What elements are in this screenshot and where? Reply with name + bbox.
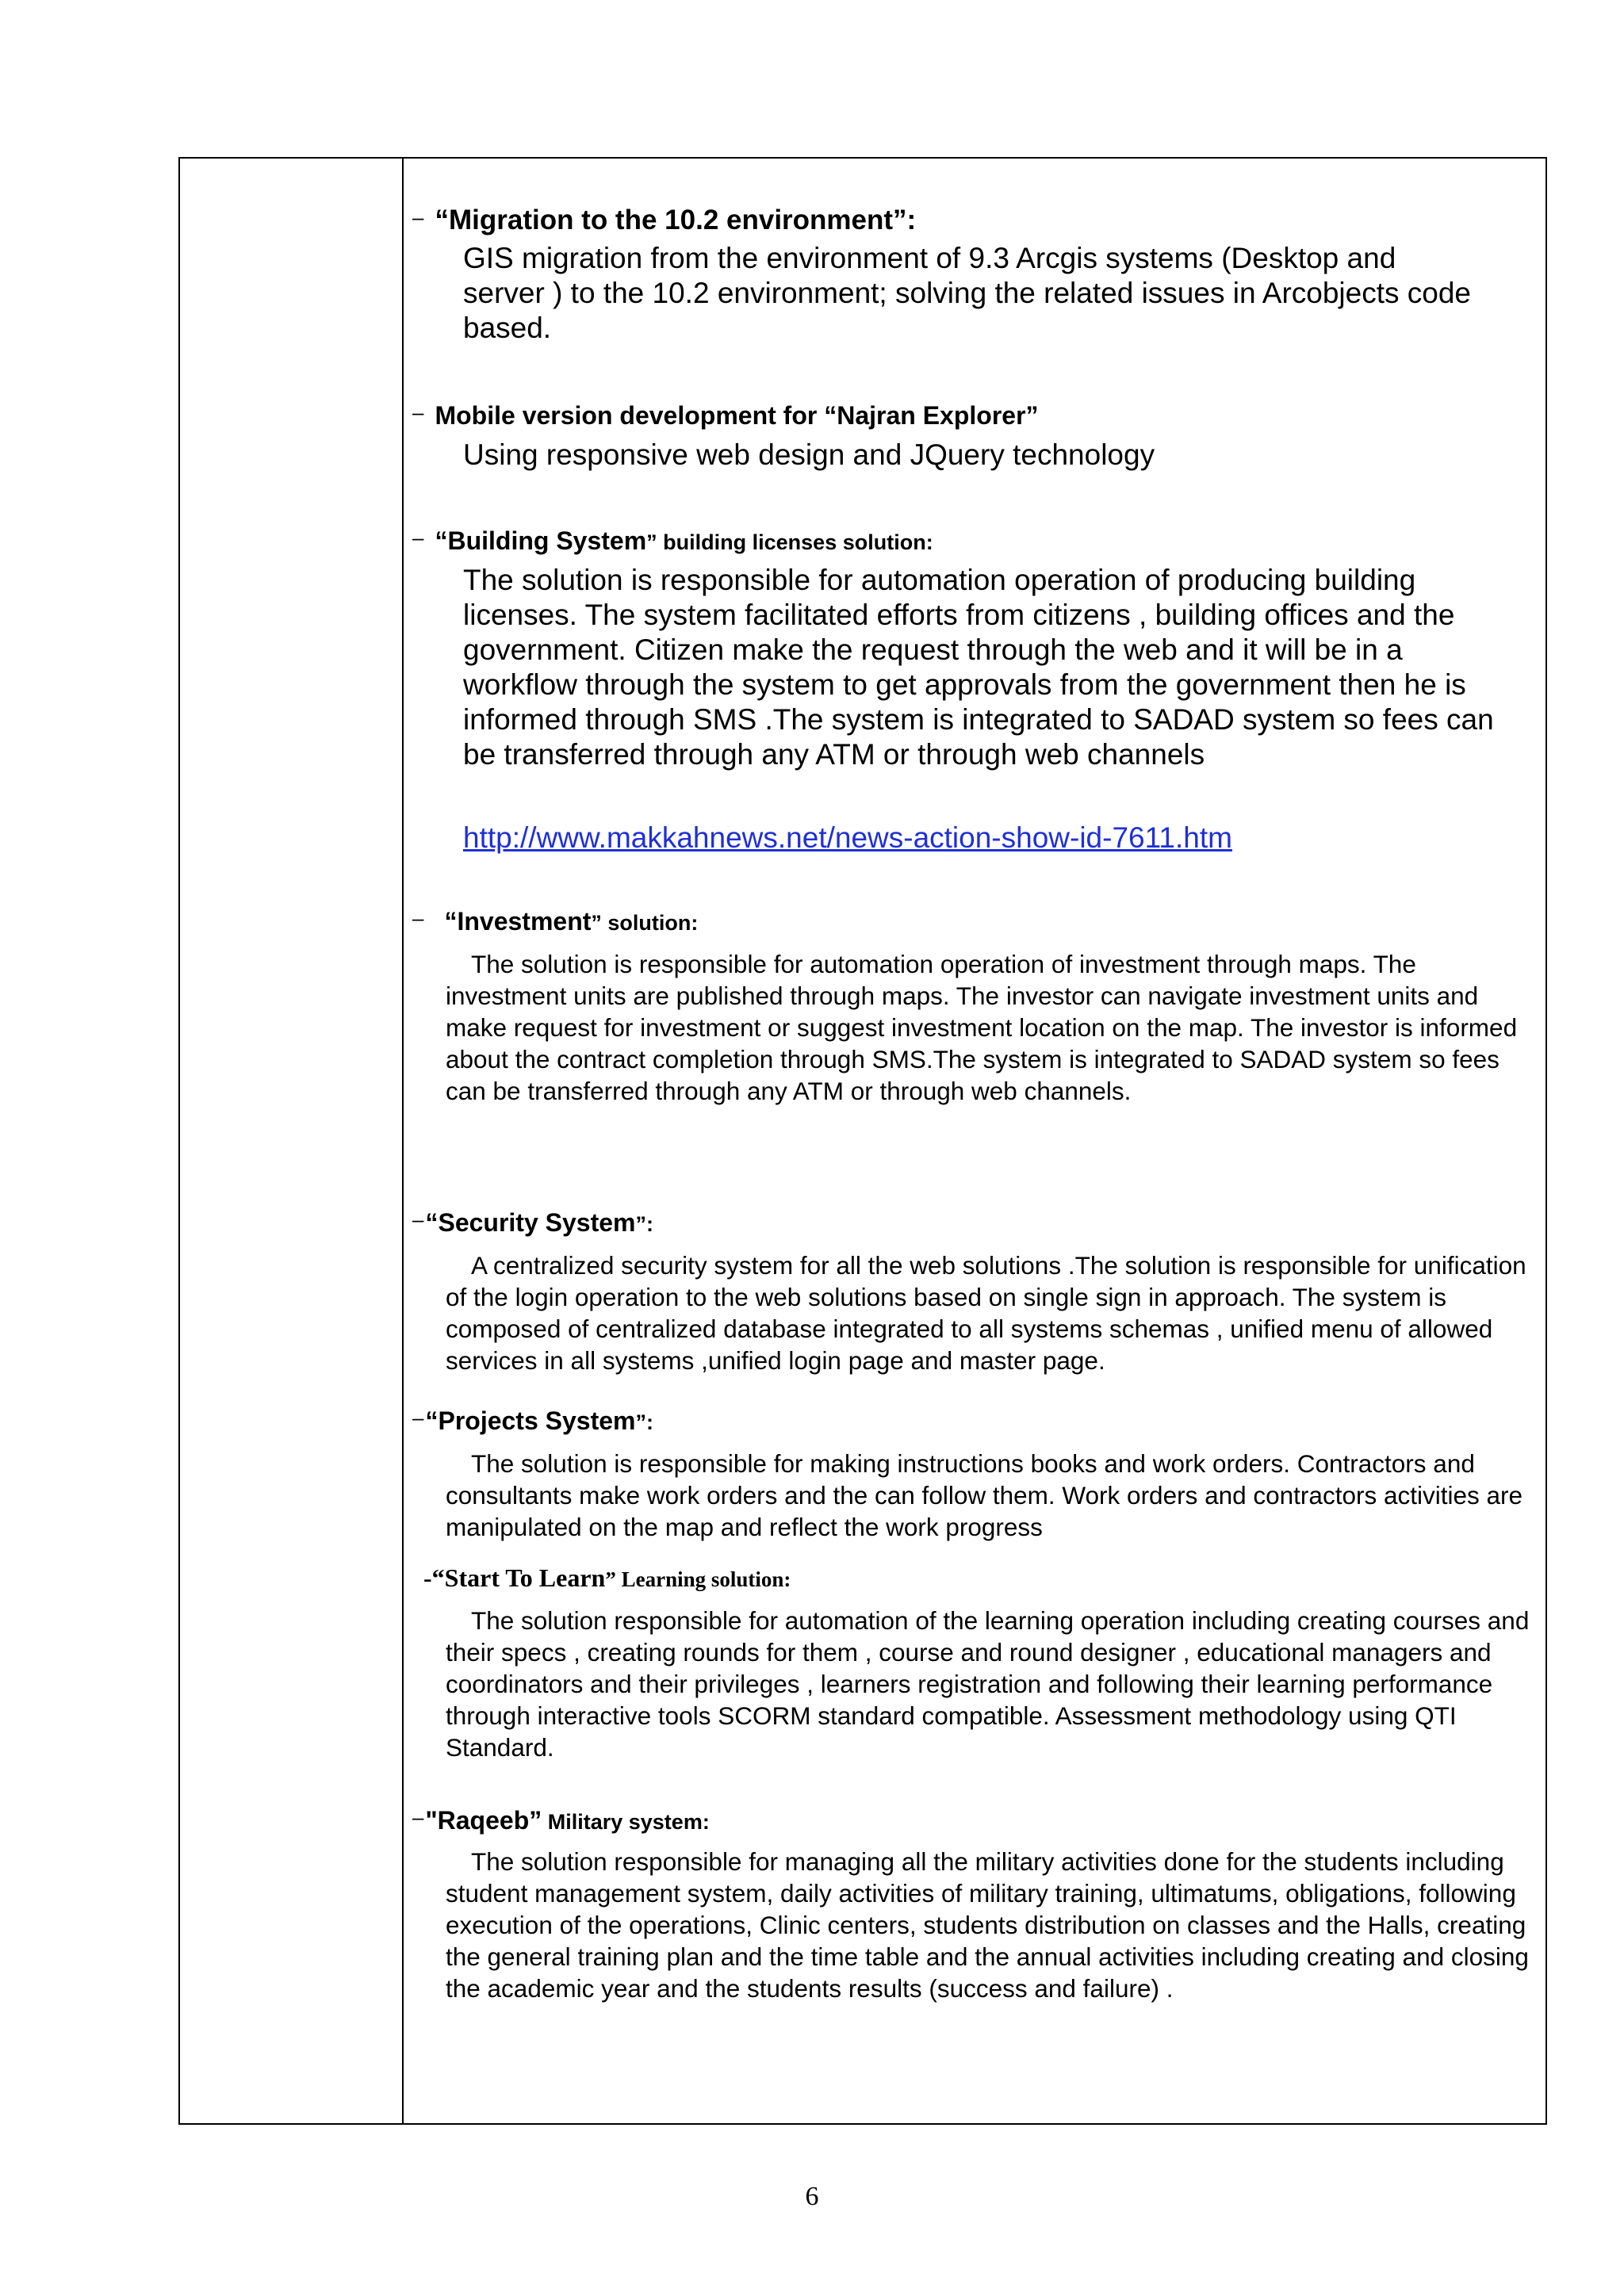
heading-security — [412, 1208, 653, 1238]
heading-building-subtitle: ” building licenses solution: — [646, 530, 933, 554]
projects-body: The solution is responsible for making instructions books and work orders. Contractors and consultants make work orders and the can follow them. Work orders and contractors activities are manipulated on the map and reflect the work progress — [446, 1449, 1523, 1541]
heading-raqeeb-title: "Raqeeb” — [425, 1806, 542, 1835]
heading-raqeeb — [412, 1806, 710, 1835]
heading-investment-title: “Investment — [444, 907, 592, 936]
bullet-dash: – — [412, 205, 424, 229]
bullet-dash: – — [412, 1406, 424, 1429]
raqeeb-body: The solution responsible for managing all the military activities done for the students including student management system, daily activities of military training, ultimatums, obligations, following execution of the operations, Clinic centers, students distribution on classes and the Halls, creating the general training plan and the time table and the annual activities including creating and closing the academic year and the students results (success and failure) . — [446, 1847, 1529, 2003]
bullet-dash: – — [412, 1805, 424, 1829]
heading-migration — [412, 205, 916, 236]
heading-projects — [412, 1406, 653, 1436]
makkahnews-link[interactable]: http://www.makkahnews.net/news-action-show-id-7611.htm — [463, 821, 1232, 854]
page-number: 6 — [805, 2182, 819, 2211]
najran-body: Using responsive web design and JQuery technology — [463, 438, 1155, 471]
investment-body: The solution is responsible for automation operation of investment through maps. The investment units are published through maps. The investor can navigate investment units and make request for investment or suggest investment location on the map. The investor is informed about the contract completion through SMS.The system is integrated to SADAD system so fees can be transferred through any ATM or through web channels. — [446, 950, 1518, 1105]
heading-start-to-learn — [423, 1563, 791, 1593]
heading-najran-title: Mobile version development for “Najran Explorer” — [435, 401, 1039, 430]
heading-security-subtitle: ”: — [635, 1212, 653, 1236]
heading-projects-subtitle: ”: — [635, 1410, 653, 1434]
heading-investment — [412, 907, 698, 936]
column-divider — [402, 157, 404, 2125]
heading-najran — [412, 401, 1039, 430]
heading-investment-subtitle: ” solution: — [591, 911, 699, 935]
migration-body: GIS migration from the environment of 9.3 Arcgis systems (Desktop and server ) to the 10.2 environment; solving the related issues in Arcobjects code based. — [463, 242, 1472, 344]
start-to-learn-body: The solution responsible for automation of the learning operation including creating courses and their specs , creating rounds for them , course and round designer , educational managers and coordinators and their privileges , learners registration and following their learning performance through interactive tools SCORM standard compatible. Assessment methodology using QTI Standard. — [446, 1606, 1530, 1762]
heading-migration-title: “Migration to the 10.2 environment”: — [435, 205, 917, 235]
heading-security-title: “Security System — [425, 1208, 636, 1237]
heading-raqeeb-subtitle: Military system: — [542, 1810, 710, 1834]
bullet-dash: – — [412, 1207, 424, 1231]
bullet-dash: – — [412, 906, 424, 930]
heading-building-title: “Building System — [435, 526, 647, 555]
security-body: A centralized security system for all the web solutions .The solution is responsible for unification of the login operation to the web solutions based on single sign in approach. The system is composed of centralized database integrated to all systems schemas , unified menu of allowed services in all systems ,unified login page and master page. — [446, 1251, 1526, 1375]
heading-start-to-learn-subtitle: ” Learning solution: — [605, 1567, 791, 1591]
bullet-dash: – — [412, 526, 424, 549]
heading-building — [412, 526, 933, 556]
bullet-dash: - — [423, 1563, 432, 1592]
heading-start-to-learn-title: “Start To Learn — [431, 1563, 606, 1592]
building-body: The solution is responsible for automation operation of producing building licenses. The system facilitated efforts from citizens , building offices and the government. Citizen make the request through the web and it will be in a workflow through the system to get approvals from the government then he is informed through SMS .The system is integrated to SADAD system so fees can be transferred through any ATM or through web channels — [463, 564, 1494, 771]
heading-projects-title: “Projects System — [425, 1406, 636, 1435]
bullet-dash: – — [412, 400, 424, 424]
